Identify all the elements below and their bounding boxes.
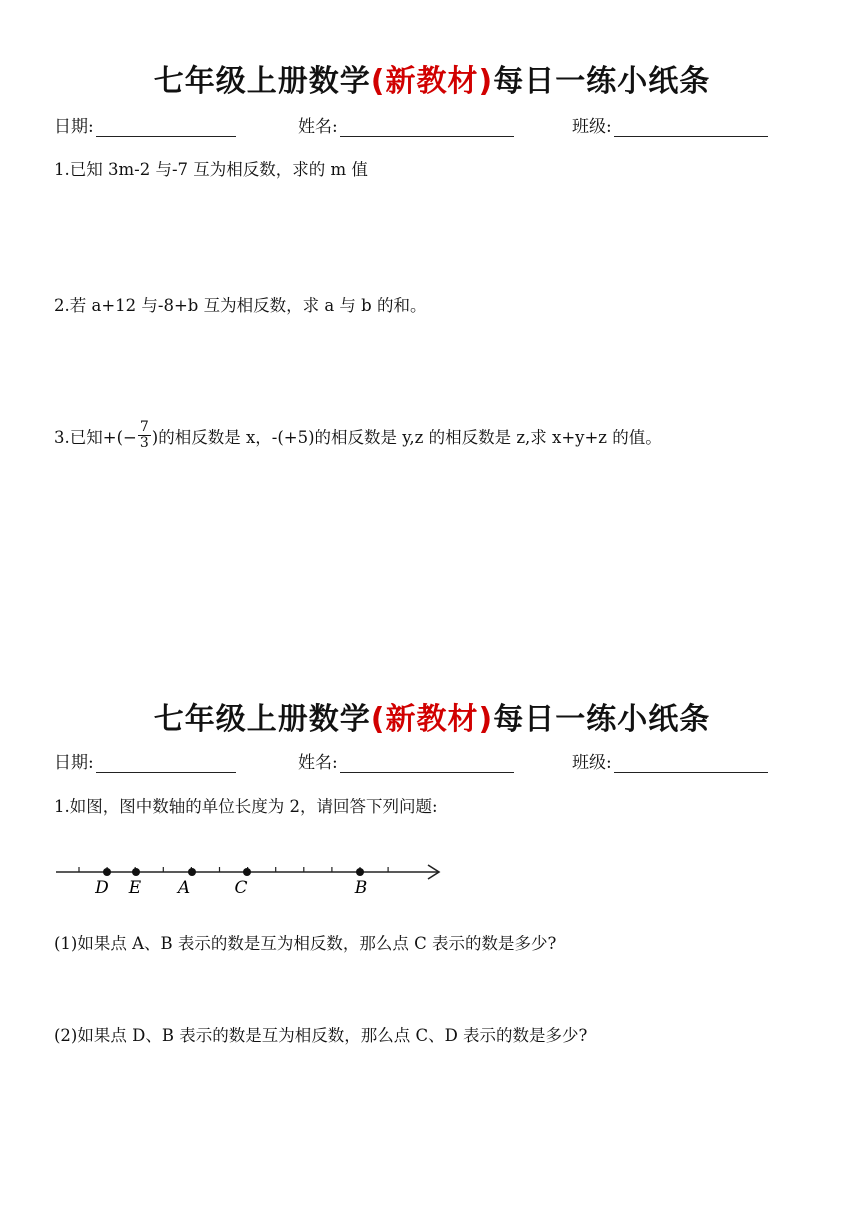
- label-b: B: [354, 878, 368, 898]
- sheet2-subquestion-2: (2)如果点 D、B 表示的数是互为相反数，那么点 C、D 表示的数是多少?: [54, 1026, 588, 1045]
- q3-text-after: )的相反数是 x，-(+5)的相反数是 y,z 的相反数是 z,求 x+y+z 的值。: [151, 427, 662, 447]
- date-field: [54, 748, 236, 773]
- name-label: 姓名:: [298, 117, 338, 137]
- label-e: E: [128, 878, 142, 898]
- label-d: D: [95, 878, 109, 898]
- fraction-numerator: 7: [139, 419, 149, 435]
- class-label: 班级:: [572, 753, 612, 773]
- name-label: 姓名:: [298, 753, 338, 773]
- sheet1-question-3: [54, 420, 662, 451]
- title-highlight: (新教材): [370, 64, 494, 99]
- class-blank[interactable]: [614, 120, 768, 137]
- number-line-figure: [50, 852, 450, 902]
- point-b: [356, 868, 364, 876]
- title-suffix: 每日一练小纸条: [493, 702, 711, 737]
- label-a: A: [177, 878, 191, 898]
- axis-labels: [94, 878, 367, 898]
- class-field: [572, 112, 768, 137]
- q3-text-before: 3.已知+(−: [54, 427, 137, 447]
- title-suffix: 每日一练小纸条: [493, 64, 711, 99]
- point-e: [132, 868, 140, 876]
- sheet2-subquestion-1: (1)如果点 A、B 表示的数是互为相反数，那么点 C 表示的数是多少?: [54, 934, 557, 953]
- sheet1-title: [0, 56, 864, 100]
- sheet2-question-1: 1.如图，图中数轴的单位长度为 2，请回答下列问题:: [54, 797, 438, 816]
- date-label: 日期:: [54, 753, 94, 773]
- date-blank[interactable]: [96, 756, 236, 773]
- sheet1-question-2: 2.若 a+12 与-8+b 互为相反数，求 a 与 b 的和。: [54, 296, 427, 315]
- name-field: [298, 748, 514, 773]
- name-blank[interactable]: [340, 120, 514, 137]
- sheet2-title: [0, 694, 864, 738]
- label-c: C: [234, 878, 248, 898]
- point-c: [243, 868, 251, 876]
- title-prefix: 七年级上册数学: [153, 64, 371, 99]
- point-d: [103, 868, 111, 876]
- sheet1-question-1: 1.已知 3m-2 与-7 互为相反数，求的 m 值: [54, 160, 368, 179]
- fraction-denominator: 3: [139, 435, 149, 451]
- name-field: [298, 112, 514, 137]
- class-blank[interactable]: [614, 756, 768, 773]
- date-field: [54, 112, 236, 137]
- date-blank[interactable]: [96, 120, 236, 137]
- class-label: 班级:: [572, 117, 612, 137]
- q3-fraction: [138, 420, 151, 451]
- title-prefix: 七年级上册数学: [153, 702, 371, 737]
- title-highlight: (新教材): [370, 702, 494, 737]
- point-a: [188, 868, 196, 876]
- date-label: 日期:: [54, 117, 94, 137]
- name-blank[interactable]: [340, 756, 514, 773]
- class-field: [572, 748, 768, 773]
